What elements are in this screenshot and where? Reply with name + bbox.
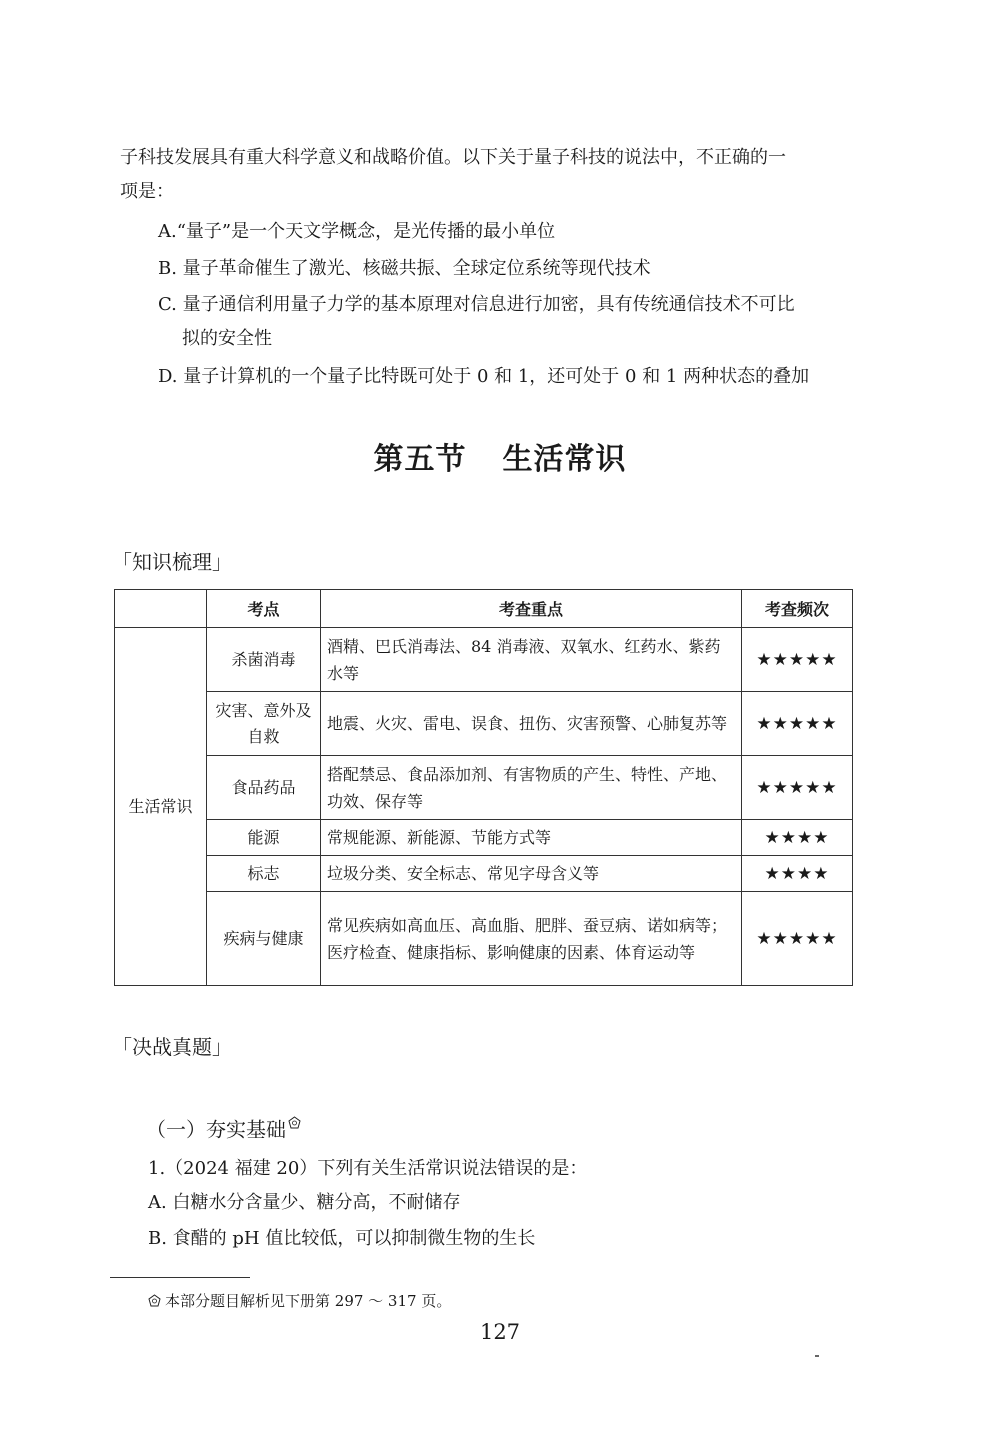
focus-cell: 常规能源、新能源、节能方式等	[321, 820, 742, 856]
table-row	[115, 756, 853, 820]
point-cell: 灾害、意外及自救	[207, 692, 321, 756]
heading-close-bracket: 」	[212, 550, 232, 574]
basics-heading	[146, 1110, 301, 1143]
scan-speck	[815, 1355, 819, 1357]
focus-cell: 地震、火灾、雷电、误食、扭伤、灾害预警、心肺复苏等	[321, 692, 742, 756]
exam-heading-text: 决战真题	[132, 1035, 212, 1059]
point-cell: 疾病与健康	[207, 892, 321, 986]
option-a: A.“量子”是一个天文学概念，是光传播的最小单位	[158, 221, 556, 242]
focus-cell: 搭配禁忌、食品添加剂、有害物质的产生、特性、产地、功效、保存等	[321, 756, 742, 820]
option-c-continued: 拟的安全性	[182, 328, 272, 349]
page-number: 127	[479, 1320, 521, 1344]
focus-cell: 酒精、巴氏消毒法、84 消毒液、双氧水、红药水、紫药水等	[321, 628, 742, 692]
category-cell: 生活常识	[115, 628, 207, 986]
question-stem-line2: 项是：	[120, 181, 174, 202]
question-1-option-b: B. 食醋的 pH 值比较低，可以抑制微生物的生长	[148, 1228, 536, 1249]
option-b: B. 量子革命催生了激光、核磁共振、全球定位系统等现代技术	[158, 258, 651, 279]
point-cell: 标志	[207, 856, 321, 892]
footnote-marker-icon	[148, 1293, 161, 1311]
frequency-stars: ★★★★	[742, 820, 853, 856]
table-row	[115, 820, 853, 856]
point-cell: 能源	[207, 820, 321, 856]
frequency-stars: ★★★★	[742, 856, 853, 892]
basics-heading-text: （一）夯实基础	[146, 1117, 286, 1142]
header-focus: 考查重点	[321, 590, 742, 628]
knowledge-table	[114, 589, 853, 986]
header-point: 考点	[207, 590, 321, 628]
section-number: 第五节	[373, 442, 467, 477]
heading-close-bracket: 」	[212, 1035, 232, 1059]
exam-heading	[112, 1031, 232, 1060]
header-empty	[115, 590, 207, 628]
heading-open-bracket: 「	[112, 550, 132, 574]
footnote-divider	[110, 1277, 250, 1278]
table-header-row	[115, 590, 853, 628]
table-row	[115, 692, 853, 756]
heading-open-bracket: 「	[112, 1035, 132, 1059]
question-stem-line1: 子科技发展具有重大科学意义和战略价值。以下关于量子科技的说法中，不正确的一	[120, 147, 786, 168]
point-cell: 杀菌消毒	[207, 628, 321, 692]
table-row	[115, 856, 853, 892]
footnote-marker-icon	[288, 1110, 301, 1134]
focus-cell: 垃圾分类、安全标志、常见字母含义等	[321, 856, 742, 892]
question-1-option-a: A. 白糖水分含量少、糖分高，不耐储存	[148, 1192, 461, 1213]
focus-cell: 常见疾病如高血压、高血脂、肥胖、蚕豆病、诺如病等；医疗检查、健康指标、影响健康的因素、体育运动等	[321, 892, 742, 986]
knowledge-heading	[112, 546, 232, 575]
frequency-stars: ★★★★★	[742, 756, 853, 820]
point-cell: 食品药品	[207, 756, 321, 820]
option-d: D. 量子计算机的一个量子比特既可处于 0 和 1，还可处于 0 和 1 两种状态的叠加	[158, 366, 810, 387]
header-frequency: 考查频次	[742, 590, 853, 628]
frequency-stars: ★★★★★	[742, 892, 853, 986]
question-1: 1.（2024 福建 20）下列有关生活常识说法错误的是：	[148, 1158, 588, 1179]
knowledge-heading-text: 知识梳理	[132, 550, 212, 574]
table-row	[115, 628, 853, 692]
frequency-stars: ★★★★★	[742, 692, 853, 756]
section-title	[0, 434, 1000, 478]
table-row	[115, 892, 853, 986]
frequency-stars: ★★★★★	[742, 628, 853, 692]
footnote-text: 本部分题目解析见下册第 297 ～ 317 页。	[165, 1292, 452, 1310]
footnote	[148, 1290, 451, 1311]
section-name: 生活常识	[502, 442, 627, 477]
option-c: C. 量子通信利用量子力学的基本原理对信息进行加密，具有传统通信技术不可比	[158, 294, 795, 315]
